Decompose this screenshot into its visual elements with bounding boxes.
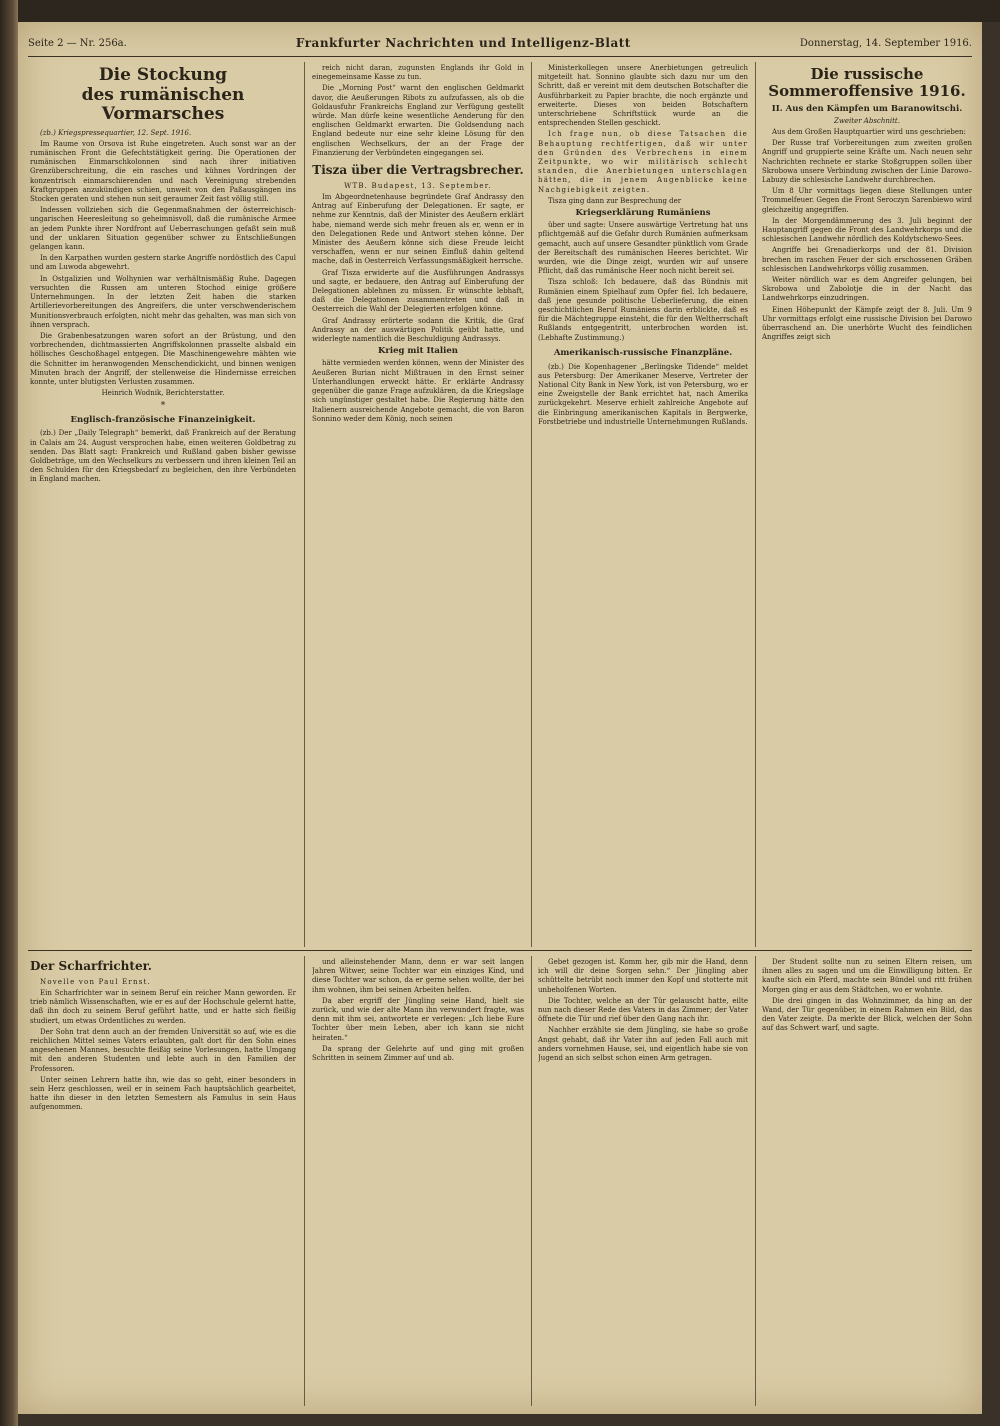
story-title: Der Scharfrichter. xyxy=(30,959,152,973)
column-rule xyxy=(531,62,532,947)
paragraph: In Ostgalizien und Wolhynien war verhältnismäßig Ruhe. Dagegen versuchten die Russen am unteren Stochod einige größere Unternehmungen. In der letzten Zeit haben die starken Artillerievorbereitungen des Angreifers, die unter verschwenderischem Munitionsverbrauch erfolgten, nicht mehr das gehalten, was man sich von ihnen versprach. xyxy=(30,274,296,329)
headline-line: Sommeroffensive 1916. xyxy=(768,82,966,101)
paragraph: Graf Tisza erwiderte auf die Ausführungen Andrassys und sagte, er bedauere, den Antrag auf Einberufung der Delegationen ablehnen zu müssen. Er wünschte lebhaft, daß die Delegationen zusammentreten und daß in Oesterreich die Wahl der Delegierten erfolgen könne. xyxy=(312,268,524,314)
paragraph: Angriffe bei Grenadierkorps und der 81. Division brechen im raschen Feuer der sich erschossenen Gräben schlesischen Landwehrkorps völlig zusammen. xyxy=(762,246,972,273)
signature: Heinrich Wodnik, Berichterstatter. xyxy=(101,389,225,398)
paragraph: hätte vermieden werden können, wenn der Minister des Aeußeren Burian nicht Mißtrauen in den Ernst seiner Unterhandlungen erweckt hätte. Er erklärte Andrassy gegenüber die ganze Frage aufzuklären, da die Kriegslage sich ungünstiger gestaltet habe. Die Regierung hätte den Italienern ausreichende Angebote gemacht, die von Baron Sonnino weder dem König, noch seinen xyxy=(312,359,524,423)
paragraph: Indessen vollziehen sich die Gegenmaßnahmen der österreichisch-ungarischen Heeresleitung so geheimnisvoll, daß die rumänische Armee an jedem Punkte ihrer Nordfront auf Ueberraschungen gefaßt sein muß und der unklaren Situation gegenüber schwer zu Entschließungen gelangen kann. xyxy=(30,206,296,252)
column-rule xyxy=(304,62,305,947)
paragraph: Die Tochter, welche an der Tür gelauscht hatte, eilte nun nach dieser Rede des Vaters in das Zimmer; der Vater öffnete die Tür und rief über den Gang nach ihr. xyxy=(538,996,748,1024)
paragraph: Weiter nördlich war es dem Angreifer gelungen, bei Skrobowa und Zabolotje die in der Nacht das Landwehrkorps einzudringen. xyxy=(762,275,972,303)
headline-line: des rumänischen Vormarsches xyxy=(81,84,245,125)
column-2 xyxy=(312,64,524,944)
paragraph: Die Grabenbesatzungen waren sofort an der Brüstung, und den vorbrechenden, dichtmassierten Angriffskolonnen prasselte alsbald ein höllisches Geschoßhagel entgegen. Die Maschinengewehre mähten wie die Schnitter im heranwogenden Menschendickicht, und binnen wenigen Minuten brach der Angriff, der stellenweise die Hindernisse erreichen konnte, unter blutigsten Verlusten zusammen. xyxy=(30,331,296,386)
column-rule xyxy=(755,62,756,947)
subheading: Kriegserklärung Rumäniens xyxy=(575,208,711,219)
page-header xyxy=(28,30,972,57)
paragraph: Die „Morning Post“ warnt den englischen Geldmarkt davor, die Aeußerungen Ribots zu aufzufassen, als ob die Goldausfuhr Frankreichs England zur Verfügung gestellt würde. Man dürfe keine wesentliche Aenderung für den englischen Geldmarkt erwarten. Die Goldsendung nach England bedeute nur eine sehr kleine Lösung für den englischen Wechselkurs, der an der Frage der Finanzierung der Verbündeten eingegangen sei. xyxy=(312,84,524,157)
paragraph: reich nicht daran, zugunsten Englands ihr Gold in einegemeinsame Kasse zu tun. xyxy=(312,64,524,82)
page-number: Seite 2 — Nr. 256a. xyxy=(28,37,127,49)
paragraph: In der Morgendämmerung des 3. Juli beginnt der Hauptangriff gegen die Front des Landwehrkorps und die schlesischen Landwehr nördlich des Koldytschewo-Sees. xyxy=(762,216,972,244)
column-rule xyxy=(531,956,532,1406)
subheading: II. Aus den Kämpfen um Baranowitschi. xyxy=(771,103,963,114)
paragraph: Der Sohn trat denn auch an der fremden Universität so auf, wie es die reichlichen Mittel seines Vaters erlaubten, galt dort für den Sohn eines angesehenen Mannes, besuchte fleißig seine Vorlesungen, hatte Umgang mit den anderen Studenten und lebte auch in den Familien der Professoren. xyxy=(30,1027,296,1073)
paragraph: Da aber ergriff der Jüngling seine Hand, hielt sie zurück, und wie der alte Mann ihn verwundert fragte, was denn mit ihm sei, antwortete er verlegen: „Ich liebe Eure Tochter über mein Leben, aber ich kann sie nicht heiraten.“ xyxy=(312,996,524,1042)
paragraph: Nachher erzählte sie dem Jüngling, sie habe so große Angst gehabt, daß ihr Vater ihn auf jeden Fall auch mit anders vornehmen Hause, sei, und eigentlich habe sie von Jugend an sich selbst schon einen Arm getragen. xyxy=(538,1026,748,1063)
paragraph: und alleinstehender Mann, denn er war seit langen Jahren Witwer, seine Tochter war ein einziges Kind, und diese Tochter war schon, da er gerne sehen wollte, der bei ihm wohnen, ihm bei seinen Arbeiten helfen. xyxy=(312,958,524,994)
article-headline: Englisch-französische Finanzeinigkeit. xyxy=(70,414,256,425)
paragraph: Einen Höhepunkt der Kämpfe zeigt der 8. Juli. Um 9 Uhr vormittags erfolgt eine russische Division bei Darowo überraschend an. Die unerhörte Wucht des feindlichen Angriffes zeigt sich xyxy=(762,305,972,342)
paragraph: Unter seinen Lehrern hatte ihn, wie das so geht, einer besonders in sein Herz geschlossen, weil er in seinem Fach hauptsächlich gearbeitet, hatte ihn dieser in den letzten Semestern als Famulus in sein Haus aufgenommen. xyxy=(30,1075,296,1112)
paragraph: Um 8 Uhr vormittags liegen diese Stellungen unter Trommelfeuer. Gegen die Front Seroczyn Sarenbiewo wird gleichzeitig angegriffen. xyxy=(762,187,972,214)
feuilleton-column-2 xyxy=(312,958,524,1408)
story-byline: Novelle von Paul Ernst. xyxy=(40,977,151,986)
issue-date: Donnerstag, 14. September 1916. xyxy=(799,37,972,49)
column-rule xyxy=(755,956,756,1406)
article-headline xyxy=(30,66,296,125)
paragraph: Da sprang der Gelehrte auf und ging mit großen Schritten in seinem Zimmer auf und ab. xyxy=(312,1044,524,1063)
newspaper-page xyxy=(18,22,982,1414)
paragraph: In den Karpathen wurden gestern starke Angriffe nordöstlich des Capul und am Luwoda abgewehrt. xyxy=(30,254,296,272)
paragraph: Ich frage nun, ob diese Tatsachen die Behauptung rechtfertigen, daß wir unter den Gründen des Verbrechens in einem Zeitpunkte, wo wir militärisch schlecht standen, die Anerbietungen unterschlagen hätten, die in jenem Augenblicke keine Nachgiebigkeit zeigten. xyxy=(538,130,748,194)
column-4 xyxy=(762,64,972,944)
paragraph: Die drei gingen in das Wohnzimmer, da hing an der Wand, der Tür gegenüber, in einem Rahmen ein Bild, das den Vater zeigte. Da merkte der Blick, welchen der Sohn auf das Schwert warf, und sagte. xyxy=(762,996,972,1033)
dateline: WTB. Budapest, 13. September. xyxy=(344,181,492,190)
paragraph: (zb.) Die Kopenhagener „Berlingske Tidende“ meldet aus Petersburg: Der Amerikaner Meserve, Vertreter der National City Bank in New York, ist von Petersburg, wo er eine Zweigstelle der Bank errichtet hat, nach Amerika zurückgekehrt. Meserve erhielt zahlreiche Angebote auf die Einbringung amerikanischen Kapitals in Bergwerke, Forstbetriebe und industrielle Unternehmungen Rußlands. xyxy=(538,362,748,426)
paragraph: Im Abgeordnetenhause begründete Graf Andrassy den Antrag auf Einberufung der Delegationen. Er sagte, er nehme zur Kenntnis, daß der Minister des Aeußern erklärt habe, niemand werde sich mehr freuen als er, wenn er in den Delegationen Rede und Antwort stehen könne. Der Minister des Aeußern könne sich diese Freude leicht verschaffen, wenn er nur seinen Einfluß dahin geltend mache, daß in Oesterreich Verfassungsmäßigkeit herrsche. xyxy=(312,193,524,266)
separator-asterisk: * xyxy=(160,401,166,412)
article-headline: Tisza über die Vertragsbrecher. xyxy=(312,163,524,178)
column-1 xyxy=(30,64,296,944)
article-headline xyxy=(762,66,972,101)
feuilleton-column-3 xyxy=(538,958,748,1408)
subheading: Krieg mit Italien xyxy=(378,346,458,357)
feuilleton-column-4 xyxy=(762,958,972,1408)
paragraph: Ministerkollegen unsere Anerbietungen getreulich mitgeteilt hat. Sonnino glaubte sich dazu nur um den Schritt, daß er vereint mit dem deutschen Botschafter die Ausführbarkeit zu Papier brachte, die noch ergänzte und erweiterte. Dieses von beiden Botschaftern unterschriebene Schriftstück wurde an die entsprechenden Stellen geschickt. xyxy=(538,64,748,128)
paragraph: Tisza ging dann zur Besprechung der xyxy=(548,196,682,205)
book-binding xyxy=(0,0,18,1426)
feuilleton-divider xyxy=(28,950,972,951)
article-headline: Amerikanisch-russische Finanzpläne. xyxy=(553,347,733,358)
feuilleton-column-1 xyxy=(30,958,296,1408)
scan-top-edge xyxy=(0,0,1000,22)
headline-line: Die russische xyxy=(810,65,924,83)
dateline: (zb.) Kriegspressequartier, 12. Sept. 1916. xyxy=(40,128,192,137)
paragraph: (zb.) Der „Daily Telegraph“ bemerkt, daß Frankreich auf der Beratung in Calais am 24. August versprochen habe, einen weiteren Goldbetrag zu senden. Das Blatt sagt: Frankreich und Rußland gaben bisher gewisse Goldbeträge, um den Wechselkurs zu verbessern und ihren kleinen Teil an den Schulden für den Kriegsbedarf zu begleichen, den ihre Verbündeten in England machen. xyxy=(30,429,296,484)
paragraph: Der Student sollte nun zu seinen Eltern reisen, um ihnen alles zu sagen und um die Einwilligung bitten. Er kaufte sich ein Pferd, machte sein Bündel und ritt frühen Morgen ging er aus dem Städtchen, wo er wohnte. xyxy=(762,958,972,994)
paragraph: Der Russe traf Vorbereitungen zum zweiten großen Angriff und gruppierte seine Kräfte um. Nach neuen sehr Nachrichten rechnete er starke Stoßgruppen sollen über Skrobowa unsere Verbindung zwischen der Linie Darowo–Labuzy die schlesische Landwehr durchbrechen. xyxy=(762,139,972,184)
column-rule xyxy=(304,956,305,1406)
paragraph: Tisza schloß: Ich bedauere, daß das Bündnis mit Rumänien einem Spielhauf zum Opfer fiel. Ich bedauere, daß jene gesunde politische Ueberlieferung, die einen geschichtlichen Beruf Rumäniens darin erblickte, daß es für die Mächtegruppe einsteht, die für den Weltherrschaft Rußlands entgegentritt, unterbrochen worden ist. (Lebhafte Zustimmung.) xyxy=(538,278,748,342)
masthead: Frankfurter Nachrichten und Intelligenz-Blatt xyxy=(295,36,631,50)
paragraph: Gebet gezogen ist. Komm her, gib mir die Hand, denn ich will dir deine Sorgen sehn.“ Der Jüngling aber schüttelte betrübt noch immer den Kopf und stotterte mit unbeholfenen Worten. xyxy=(538,958,748,994)
section-heading: Zweiter Abschnitt. xyxy=(834,116,900,125)
paragraph: Ein Scharfrichter war in seinem Beruf ein reicher Mann geworden. Er trieb nämlich Wissenschaften, wie er es auf der Hochschule gelernt hatte, daß ihn doch zu seinem Beruf geführt hatte, und er hatte sich fleißig studiert, um etwas Ordentliches zu werden. xyxy=(30,989,296,1025)
paragraph: über und sagte: Unsere auswärtige Vertretung hat uns pflichtgemäß auf die Gefahr durch Rumänien aufmerksam gemacht, auch auf unsere Gesandter pünktlich vom Grade der Bereitschaft des rumänischen Heeres berichtet. Wir wurden, wie die Dinge zeigt, wurden wir auf unsere Pflicht, daß das rumänische Heer noch nicht bereit sei. xyxy=(538,221,748,276)
paragraph: Im Raume von Orsova ist Ruhe eingetreten. Auch sonst war an der rumänischen Front die Gefechtstätigkeit gering. Die Operationen der rumänischen Einmarschkolonnen sind nach ihrer initiativen Grenzüberschreitung, die ein rasches und kühnes Vordringen der konzentrisch einmarschierenden und nach Vereinigung strebenden Kraftgruppen anzukündigen schien, unweit von den Paßausgängen ins Stocken geraten und stehen nun seit geraumer Zeit fast völlig still. xyxy=(30,139,296,204)
headline-line: Die Stockung xyxy=(98,65,228,85)
column-3 xyxy=(538,64,748,944)
paragraph: Aus dem Großen Hauptquartier wird uns geschrieben: xyxy=(772,127,966,136)
paragraph: Graf Andrassy erörterte sodann die Kritik, die Graf Andrassy an der auswärtigen Politik geübt hatte, und widerlegte namentlich die Beschuldigung Andrassys. xyxy=(312,316,524,344)
